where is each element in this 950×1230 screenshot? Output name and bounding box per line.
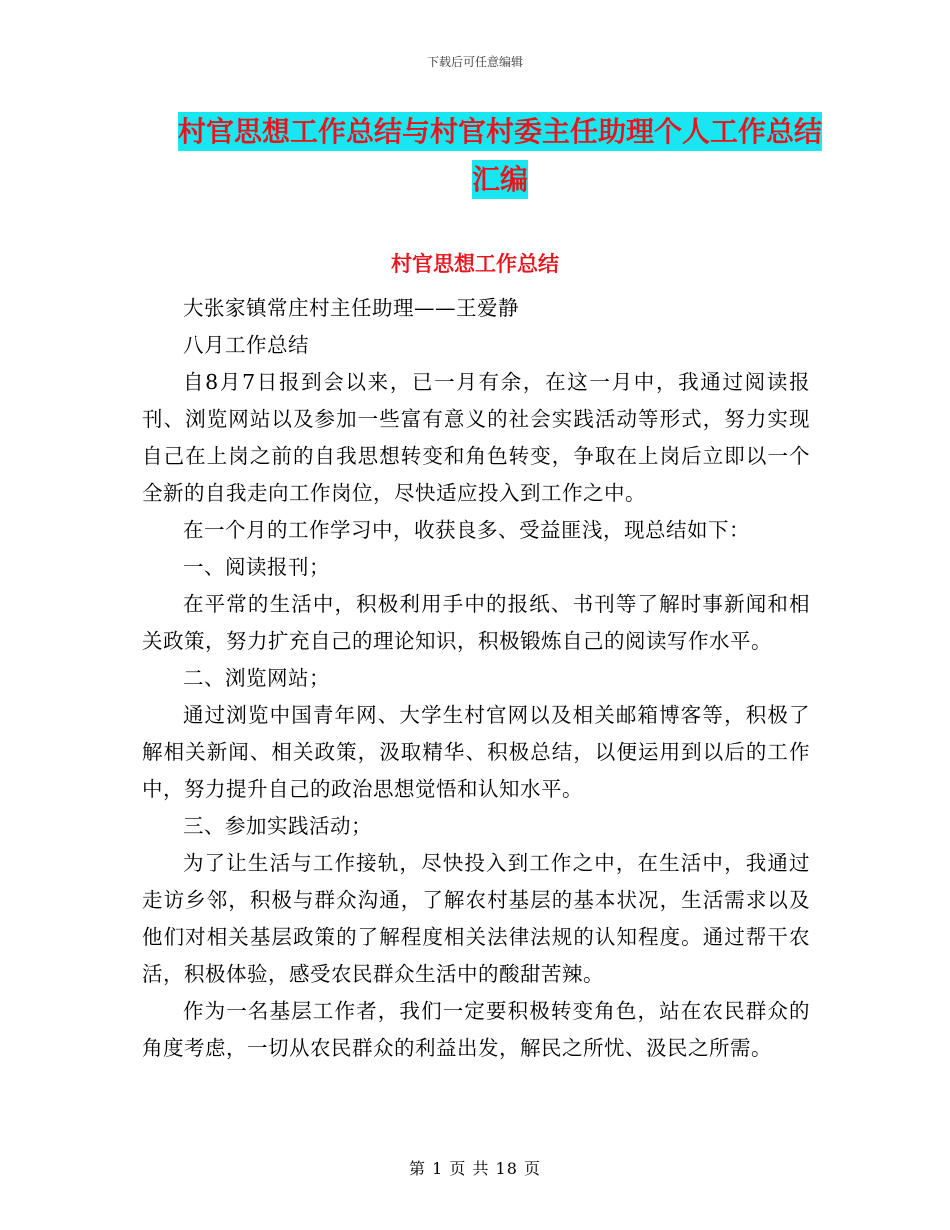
document-title <box>160 108 840 204</box>
paragraph-heading: 三、参加实践活动； <box>183 814 372 838</box>
paragraph: 为了让生活与工作接轨，尽快投入到工作之中，在生活中，我通过走访乡邻，积极与群众沟通，了解农村基层的基本状况，生活需求以及他们对相关基层政策的了解程度相关法律法规的认知程度。通过帮干农活，积极体验，感受农民群众生活中的酸甜苦辣。 <box>142 851 810 986</box>
document-body <box>142 290 810 1067</box>
paragraph: 作为一名基层工作者，我们一定要积极转变角色，站在农民群众的角度考虑，一切从农民群众的利益出发，解民之所忧、汲民之所需。 <box>142 999 810 1060</box>
page-number: 第 1 页 共 18 页 <box>409 1159 541 1178</box>
paragraph: 在平常的生活中，积极利用手中的报纸、书刊等了解时事新闻和相关政策，努力扩充自己的理论知识，积极锻炼自己的阅读写作水平。 <box>142 592 810 653</box>
section-title: 村官思想工作总结 <box>391 252 559 276</box>
paragraph: 自8月7日报到会以来，已一月有余，在这一月中，我通过阅读报刊、浏览网站以及参加一些富有意义的社会实践活动等形式，努力实现自己在上岗之前的自我思想转变和角色转变，争取在上岗后立即以一个全新的自我走向工作岗位，尽快适应投入到工作之中。 <box>142 370 810 505</box>
page-header-note: 下载后可任意编辑 <box>426 55 523 69</box>
document-title-line-1: 村官思想工作总结与村官村委主任助理个人工作总结 <box>178 112 822 151</box>
paragraph-heading: 一、阅读报刊； <box>183 555 330 579</box>
paragraph-heading: 二、浏览网站； <box>183 666 330 690</box>
paragraph-subtitle: 八月工作总结 <box>183 333 309 357</box>
paragraph: 在一个月的工作学习中，收获良多、受益匪浅，现总结如下： <box>183 518 750 542</box>
paragraph-author: 大张家镇常庄村主任助理——王爱静 <box>183 296 519 320</box>
paragraph: 通过浏览中国青年网、大学生村官网以及相关邮箱博客等，积极了解相关新闻、相关政策，汲取精华、积极总结，以便运用到以后的工作中，努力提升自己的政治思想觉悟和认知水平。 <box>142 703 810 801</box>
document-title-line-2: 汇编 <box>472 160 528 199</box>
